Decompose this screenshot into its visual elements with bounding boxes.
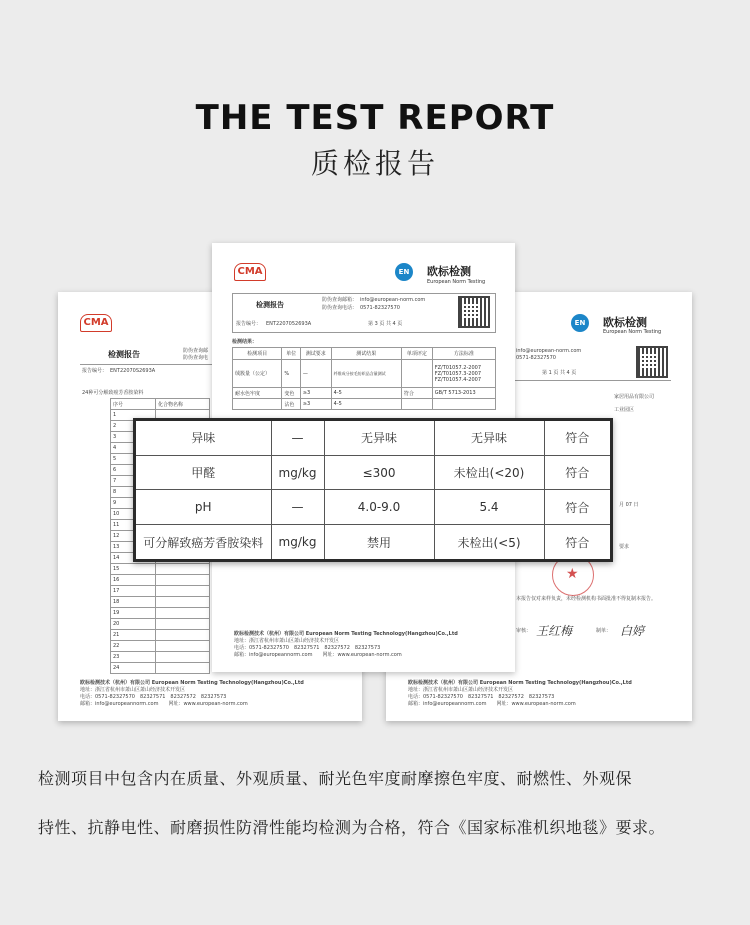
en-logo-icon: EN: [395, 263, 413, 281]
mid-cell: [331, 360, 401, 388]
result-cell: 无异味: [434, 421, 544, 455]
description-line-1: 检测项目中包含内在质量、外观质量、耐光色牢度耐摩擦色牢度、耐燃性、外观保: [38, 769, 633, 788]
mid-cell: GB/T 5713-2013: [432, 388, 495, 399]
right-note: 本报告仅对来样负责，未经检测机构书面批准不得复制本报告。: [516, 596, 657, 602]
mid-cell: 4-5: [331, 388, 401, 399]
reviewer-signature: 王红梅: [536, 624, 573, 638]
left-row-num: 3: [111, 432, 156, 443]
right-date: 月 07 日: [619, 502, 639, 508]
right-footer-company: 欧标检测技术（杭州）有限公司 European Norm Testing Technology(Hangzhou)Co.,Ltd: [408, 680, 632, 686]
right-footer-email: 邮箱：info@europeannorm.com 网址：www.european-norm.com: [408, 701, 576, 707]
left-section-title: 24种可分解致癌芳香胺染料: [82, 390, 144, 396]
left-footer-email: 邮箱：info@europeannorm.com 网址：www.european-norm.com: [80, 701, 248, 707]
left-row-num: 19: [111, 608, 156, 619]
page-title: THE TEST REPORT: [195, 98, 555, 138]
right-footer-phone: 电话：0571-82327570 82327571 82327572 82327573: [408, 694, 555, 700]
description-line-2: 持性、抗静电性、耐磨损性防滑性能均检测为合格，符合《国家标准机织地毯》要求。: [38, 818, 666, 837]
left-footer-address: 地址：浙江省杭州市萧山区萧山经济技术开发区: [80, 687, 186, 693]
left-row-num: 7: [111, 476, 156, 487]
mid-col-header: 单位: [282, 348, 301, 360]
left-row-num: 16: [111, 575, 156, 586]
mid-cell: 变色: [282, 388, 301, 399]
cma-logo: CMA: [234, 263, 266, 281]
mid-report-no: ENT2207052693A: [266, 321, 312, 327]
test-item-cell: 可分解致癌芳香胺染料: [136, 525, 271, 559]
mid-col-header: 测试结果: [331, 348, 401, 360]
left-row-num: 22: [111, 641, 156, 652]
mid-cell: ≥3: [300, 388, 331, 399]
left-contact-2: 防伪查询电: [183, 355, 209, 361]
reviewer-label: 审核：: [516, 628, 532, 634]
mid-cell: [401, 360, 432, 388]
mid-contact-phone-label: 防伪查询电话：: [322, 305, 358, 311]
left-row-num: 18: [111, 597, 156, 608]
result-cell: 未检出(<5): [434, 525, 544, 559]
right-brand-cn: 欧标检测: [603, 316, 647, 329]
left-row-num: 4: [111, 443, 156, 454]
mid-footer-company: 欧标检测技术（杭州）有限公司 European Norm Testing Technology(Hangzhou)Co.,Ltd: [234, 631, 458, 637]
mid-result-label: 检测结果：: [232, 339, 258, 345]
left-row-num: 10: [111, 509, 156, 520]
mid-cell: [432, 360, 495, 388]
right-divider: [511, 380, 671, 381]
mid-col-header: 方法标准: [432, 348, 495, 360]
mid-contact-phone: 0571-82327570: [360, 305, 400, 311]
left-footer-phone: 电话：0571-82327570 82327571 82327572 82327573: [80, 694, 227, 700]
requirement-cell: 禁用: [324, 525, 434, 559]
en-logo-icon: EN: [571, 314, 589, 332]
left-row-num: 1: [111, 410, 156, 421]
unit-cell: —: [271, 421, 324, 455]
qr-code-icon: [458, 296, 490, 328]
requirement-cell: ≤300: [324, 455, 434, 490]
mid-cell: [401, 399, 432, 410]
requirement-cell: 无异味: [324, 421, 434, 455]
result-cell: 5.4: [434, 490, 544, 525]
qr-code-icon: [636, 346, 668, 378]
mid-brand-en: European Norm Testing: [427, 279, 486, 285]
verdict-cell: 符合: [544, 525, 610, 559]
mid-cell: 4-5: [331, 399, 401, 410]
left-row-num: 6: [111, 465, 156, 476]
mid-cell: [233, 399, 282, 410]
left-row-num: 21: [111, 630, 156, 641]
left-row-num: 14: [111, 553, 156, 564]
mid-method: FZ/T01057.3-2007: [434, 370, 481, 377]
left-report-no-label: 报告编号：: [82, 368, 108, 374]
right-page-no: 第 1 页 共 4 页: [542, 370, 577, 376]
mid-page-no: 第 3 页 共 4 页: [368, 321, 403, 327]
left-col-header: 序号: [111, 399, 156, 410]
mid-footer-email: 邮箱：info@europeannorm.com 网址：www.european-norm.com: [234, 652, 402, 658]
left-row-num: 5: [111, 454, 156, 465]
verdict-cell: 符合: [544, 490, 610, 525]
right-contact-phone: 0571-82327570: [516, 355, 556, 361]
mid-footer-phone: 电话：0571-82327570 82327571 82327572 82327573: [234, 645, 381, 651]
left-report-no: ENT22070S2693A: [110, 368, 156, 374]
result-cell: 未检出(<20): [434, 455, 544, 490]
test-item-cell: pH: [136, 490, 271, 525]
verdict-cell: 符合: [544, 421, 610, 455]
mid-cell: 绒簇量（公定）: [233, 360, 282, 388]
mid-cell: [432, 399, 495, 410]
left-row-num: 20: [111, 619, 156, 630]
left-row-num: 13: [111, 542, 156, 553]
mid-cell: 耐水色牢度: [233, 388, 282, 399]
requirement-cell: 4.0-9.0: [324, 490, 434, 525]
mid-footer-address: 地址：浙江省杭州市萧山区萧山经济技术开发区: [234, 638, 340, 644]
mid-cell: 符合: [401, 388, 432, 399]
left-footer-company: 欧标检测技术（杭州）有限公司 European Norm Testing Technology(Hangzhou)Co.,Ltd: [80, 680, 304, 686]
maker-signature: 白婷: [620, 624, 645, 638]
mid-cell: 沾色: [282, 399, 301, 410]
left-report-title: 检测报告: [108, 350, 140, 359]
left-row-num: 17: [111, 586, 156, 597]
official-seal-stamp: ★: [552, 554, 594, 596]
right-line-1: 家居用品有限公司: [614, 394, 655, 400]
mid-report-no-label: 报告编号：: [236, 321, 262, 327]
mid-method: FZ/T01057.4-2007: [434, 376, 481, 383]
mid-contact-email: info@european-norm.com: [360, 297, 426, 303]
cma-logo: CMA: [80, 314, 112, 332]
left-col-header: 化合物名称: [156, 399, 210, 410]
unit-cell: mg/kg: [271, 525, 324, 559]
left-row-num: 2: [111, 421, 156, 432]
unit-cell: —: [271, 490, 324, 525]
mid-brand-cn: 欧标检测: [427, 265, 471, 278]
highlight-results-table: [133, 418, 613, 562]
mid-report-title: 检测报告: [256, 301, 284, 309]
right-brand-en: European Norm Testing: [603, 329, 662, 335]
mid-cell: ≥3: [300, 399, 331, 410]
left-row-num: 8: [111, 487, 156, 498]
left-row-num: 9: [111, 498, 156, 509]
mid-method: FZ/T01057.2-2007: [434, 364, 481, 371]
test-item-cell: 异味: [136, 421, 271, 455]
mid-col-header: 检测项目: [233, 348, 282, 360]
left-row-num: 12: [111, 531, 156, 542]
right-line-2: 工业园区: [614, 407, 635, 413]
mid-note: 纤维成分按毛纺织品含量测试: [333, 370, 386, 376]
page-subtitle: 质检报告: [310, 147, 439, 180]
left-row-num: 11: [111, 520, 156, 531]
left-row-num: 24: [111, 663, 156, 674]
unit-cell: mg/kg: [271, 455, 324, 490]
mid-cell: —: [300, 360, 331, 388]
mid-col-header: 测试要求: [300, 348, 331, 360]
left-contact-1: 防伪查询邮: [183, 348, 209, 354]
left-row-num: 15: [111, 564, 156, 575]
mid-contact-email-label: 防伪查询邮箱：: [322, 297, 358, 303]
verdict-cell: 符合: [544, 455, 610, 490]
mid-col-header: 单项评定: [401, 348, 432, 360]
left-row-num: 23: [111, 652, 156, 663]
right-approval: 要求: [619, 544, 630, 550]
maker-label: 制单：: [596, 628, 612, 634]
test-item-cell: 甲醛: [136, 455, 271, 490]
right-footer-address: 地址：浙江省杭州市萧山区萧山经济技术开发区: [408, 687, 514, 693]
right-contact-email: info@european-norm.com: [516, 348, 582, 354]
mid-cell: %: [282, 360, 301, 388]
mid-results-table: [232, 347, 496, 410]
